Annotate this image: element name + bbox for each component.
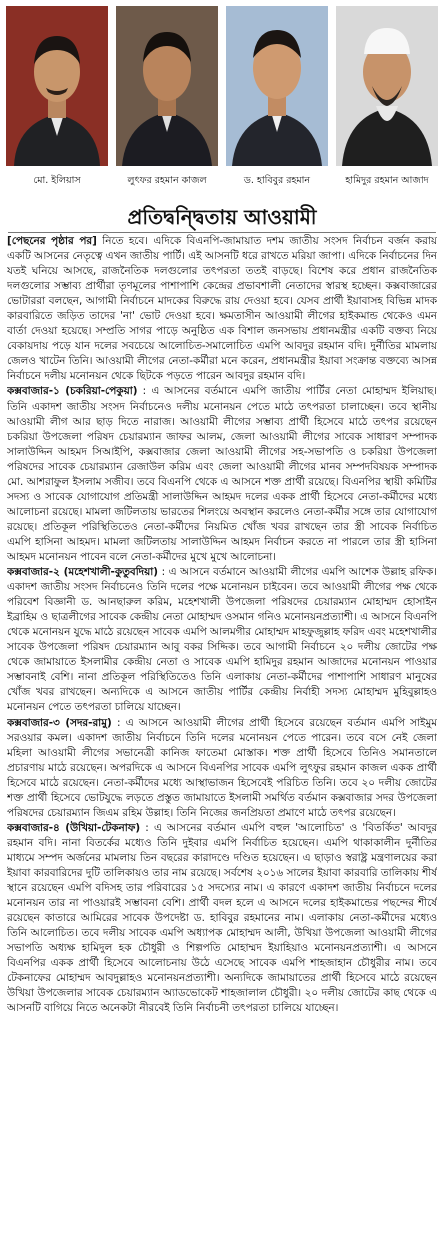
intro-text: নিতে হবে। এদিকে বিএনপি-জামায়াত দশম জাতীয় সংসদ নির্বাচন বর্জন করায় একটি আসনের নেতৃত্বে এখন জাতীয় পার্টি। এই আসনটি ধরে রাখতে মরিয়া জাপা। এদিকে নির্বাচনের দিন যতই ঘনিয়ে আসছে, রাজনৈতিক দলগুলোর তৎপরতা ততই বাড়ছে। বিশেষ করে প্রধান রাজনৈতিক দলগুলোর সম্ভাব্য প্রার্থীরা তৃণমূলের পাশাপাশি কেন্দ্রের প্রভাবশালী নেতাদের স্বারস্থ হচ্ছেন। কক্সবাজারের ভোটাররা বলছেন, আগামী নির্বাচনে মাদকের বিরুদ্ধে রায় দেওয়া হবে। যেসব প্রার্থী ইয়াবাসহ বিভিন্ন মাদক কারবারিতে জড়িত তাদের 'না' ভোট দেওয়া হবে। ক্ষমতাসীন আওয়ামী লীগের হাইকমান্ড থেকেও এমন বার্তা দেওয়া হয়েছে। সম্প্রতি সাগর পাড়ে অনুষ্ঠিত এক বিশাল জনসভায় প্রধানমন্ত্রীর একটি বক্তব্য নিয়ে বেকায়দায় পড়ে যান দলের সবচেয়ে আলোচিত-সমালোচিত এমপি আবদুর রহমান বদি। দুর্নীতির মামলায় জেলও খাটেন তিনি। আওয়ামী লীগের নেতা-কর্মীরা মনে করেন, প্রধানমন্ত্রীর ইয়াবা সংক্রান্ত বক্তব্যে আসন্ন নির্বাচনে দলীয় মনোনয়ন থেকে ছিটকে পড়তে পারেন আবদুর রহমান বদি। [7, 235, 437, 383]
photo-caption-3: ড. হাবিবুর রহমান [243, 175, 311, 186]
section-text-2: : এ আসনে বর্তমানে আওয়ামী লীগের এমপি আশেক উল্লাহ রফিক। একাদশ জাতীয় সংসদ নির্বাচনেও তিনি দলের পক্ষে মনোনয়ন চাইবেন। তবে আওয়ামী লীগের পক্ষ থেকে পরিবেশ বিজ্ঞানী ড. আনছারুল করিম, মহেশখালী উপজেলা পরিষদের চেয়ারম্যান মোহাম্মদ হোসাইন ইব্রাহিম ও ছাত্রলীগের সাবেক কেন্দ্রীয় নেতা মোহাম্মদ ওসমান গনিও মনোনয়নপ্রত্যাশী। এ আসনে বিএনপি থেকে মনোনয়ন যুদ্ধে মাঠে রয়েছেন সাবেক এমপি আলমগীর মোহাম্মদ মাহফুজুল্লাহ ফরিদ এবং মহেশখালীর সাবেক উপজেলা পরিষদ চেয়ারম্যান আবু বকর সিদ্দিক। তবে আগামী নির্বাচনে ২০ দলীয় জোটের পক্ষ থেকে জামায়াতে ইসলামীর কেন্দ্রীয় নেতা ও সাবেক এমপি হামিদুর রহমান আজাদের মনোনয়ন পাওয়ার সম্ভাবনাই বেশি। নানা প্রতিকূল পরিস্থিতিতেও তিনি এলাকায় নেতা-কর্মীদের পাশাপাশি সাধারণ মানুষের খোঁজ খবর রাখছেন। অন্যদিকে এ আসনে জাতীয় পার্টির কেন্দ্রীয় নির্বাহী সদস্য মোহাম্মদ মুহিবুল্লাহও মনোনয়ন পেতে তৎপরতা চালিয়ে যাচ্ছেন। [7, 566, 437, 714]
section-heading-4: কক্সবাজার-৪ (উখিয়া-টেকনাফ) [7, 821, 141, 834]
section-heading-2: কক্সবাজার-২ (মহেশখালী-কুতুবদিয়া) [7, 566, 159, 579]
photo-caption-2: লুৎফর রহমান কাজল [127, 175, 207, 186]
portrait-image-1 [6, 6, 108, 166]
headline: প্রতিদ্বন্দ্বিতায় আওয়ামী [127, 205, 317, 229]
intro-paragraph [7, 234, 437, 384]
section-text-4: : এ আসনের বর্তমান এমপি বহুল 'আলোচিত' ও 'বিতর্কিত' আবদুর রহমান বদি। নানা বিতর্কের মধ্যেও তিনি দুইবার এমপি নির্বাচিত হয়েছেন। এমপি থাকাকালীন দুর্নীতির মাধ্যমে সম্পদ অর্জনের মামলায় তিন বছরের কারাদণ্ডে দণ্ডিত হয়েছেন। এ ছাড়াও স্বরাষ্ট্র মন্ত্রণালয়ের করা ইয়াবা কারবারিদের দুটি তালিকায়ও তার নাম রয়েছে। সর্বশেষ ২০১৬ সালের ইয়াবা কারবারি তালিকায় শীর্ষ স্থানে রয়েছেন এমপি বদিসহ তার পরিবারের ১৫ সদস্যের নাম। এ কারণে একাদশ জাতীয় নির্বাচনে দলের মনোনয়ন তার না পাওয়ারই সম্ভাবনা বেশি। প্রার্থী বদল হলে এ আসনে দলের হাইকমান্ডের পছন্দের শীর্ষে রয়েছেন কাতারে আমিরের সাবেক উপদেষ্টা ড. হাবিবুর রহমানের নাম। এলাকায় নেতা-কর্মীদের মধ্যেও তিনি আলোচিত। তবে দলীয় সাবেক এমপি অধ্যাপক মোহাম্মদ আলী, উখিয়া উপজেলা আওয়ামী লীগের সভাপতি অধ্যক্ষ হামিদুল হক চৌধুরী ও শিল্পপতি মোহাম্মদ ইয়াহিয়াও মনোনয়নপ্রত্যাশী। এ আসনে বিএনপির একক প্রার্থী হিসেবে আলোচনায় উঠে এসেছে সাবেক এমপি শাহজাহান চৌধুরীর নাম। তবে টেকনাফের মোহাম্মদ আবদুল্লাহও মনোনয়নপ্রত্যাশী। অন্যদিকে জামায়াতের প্রার্থী হিসেবে মাঠে রয়েছেন উখিয়া উপজেলার সাবেক চেয়ারম্যান অ্যাডভোকেট শাহজালাল চৌধুরী। ২০ দলীয় জোটের কাছ থেকে এ আসনটি বাগিয়ে নিতে অনেকটা নীরবেই তিনি নির্বাচনী তৎপরতা চালিয়ে যাচ্ছেন। [7, 821, 437, 1015]
photo-3 [226, 6, 328, 166]
portrait-image-2 [116, 6, 218, 166]
photo-2 [116, 6, 218, 166]
section-heading-1: কক্সবাজার-১ (চকরিয়া-পেকুয়া) [7, 385, 138, 398]
photo-4 [336, 6, 438, 166]
photo-caption-1: মো. ইলিয়াস [33, 175, 81, 186]
section-text-3: : এ আসনে আওয়ামী লীগের প্রার্থী হিসেবে রয়েছেন বর্তমান এমপি সাইমুম সরওয়ার কমল। একাদশ জাতীয় নির্বাচনে তিনি দলের মনোনয়ন পেতে পারেন। তবে বসে নেই জেলা মহিলা আওয়ামী লীগের সভানেত্রী কানিজ ফাতেমা মোস্তাক। শক্ত প্রার্থী হিসেবে তিনিও সমানতালে প্রচারণায় মাঠে রয়েছেন। অপরদিকে এ আসনে বিএনপির সাবেক এমপি লুৎফুর রহমান কাজল একক প্রার্থী হিসেবে মাঠে রয়েছেন। নেতা-কর্মীদের মধ্যে আস্থাভাজন হিসেবেই পরিচিত তিনি। তবে ২০ দলীয় জোটের শক্ত প্রার্থী হিসেবে ভোটযুদ্ধে লড়তে প্রস্তুত জামায়াতে ইসলামী সমর্থিত বর্তমান কক্সবাজার সদর উপজেলা পরিষদের চেয়ারম্যান জিএম রহিম উল্লাহ। তিনি নিজের জনপ্রিয়তা প্রমাণে মাঠে তৎপর রয়েছেন। [7, 716, 437, 819]
photo-1 [6, 6, 108, 166]
section-paragraph-2 [7, 565, 437, 715]
article-body [7, 234, 437, 1224]
section-text-1: : এ আসনের বর্তমানে এমপি জাতীয় পার্টির নেতা মোহাম্মদ ইলিয়াছ। তিনি একাদশ জাতীয় সংসদ নির্বাচনেও দলীয় মনোনয়ন পেতে মাঠে তৎপরতা চালাচ্ছেন। তবে স্থানীয় আওয়ামী লীগ আর ছাড় দিতে নারাজ। আওয়ামী লীগের সম্ভাব্য প্রার্থী হিসেবে মাঠে তৎপর রয়েছেন চকরিয়া উপজেলা পরিষদ চেয়ারম্যান জাফর আলম, জেলা আওয়ামী লীগের সাবেক সাধারণ সম্পাদক সালাউদ্দিন আহমদ সিআইপি, কক্সবাজার জেলা আওয়ামী লীগের সহ-সভাপতি ও চকরিয়া উপজেলা পরিষদের সাবেক চেয়ারম্যান রেজাউল করিম এবং জেলা আওয়ামী লীগের মানব সম্পদবিষয়ক সম্পাদক মো. আশরাফুল ইসলাম সজীব। তবে বিএনপি থেকে এ আসনে শক্ত প্রার্থী রয়েছে। বিএনপির স্থায়ী কমিটির সদস্য ও সাবেক যোগাযোগ প্রতিমন্ত্রী সালাউদ্দিন আহমদ দলের একক প্রার্থী হিসেবে নেতা-কর্মীদের মধ্যে আলোচনা রয়েছে। মামলা জটিলতায় ভারতের শিলংয়ে অবস্থান করলেও নেতা-কর্মীর সঙ্গে তার যোগাযোগ রয়েছে। প্রতিকূল পরিস্থিতিতেও নেতা-কর্মীদের নিয়মিত খোঁজ খবর রাখছেন তার স্ত্রী সাবেক নির্বাচিত এমপি হাসিনা আহমদ। মামলা জটিলতায় সালাউদ্দিন আহমদ নির্বাচন করতে না পারলে তার স্ত্রী হাসিনা আহমদ মনোনয়ন পাবেন বলে নেতা-কর্মীদের মুখে মুখে আলোচনা। [7, 385, 437, 563]
continued-kicker: [পেছনের পৃষ্ঠার পর] [7, 235, 97, 247]
portrait-image-4 [336, 6, 438, 166]
headline-rule [8, 232, 436, 233]
section-paragraph-3 [7, 716, 437, 821]
photo-caption-4: হামিদুর রহমান আজাদ [345, 175, 429, 186]
section-heading-3: কক্সবাজার-৩ (সদর-রামু) [7, 716, 112, 729]
portrait-image-3 [226, 6, 328, 166]
section-paragraph-4 [7, 821, 437, 1017]
photo-strip [6, 6, 438, 190]
section-paragraph-1 [7, 384, 437, 565]
